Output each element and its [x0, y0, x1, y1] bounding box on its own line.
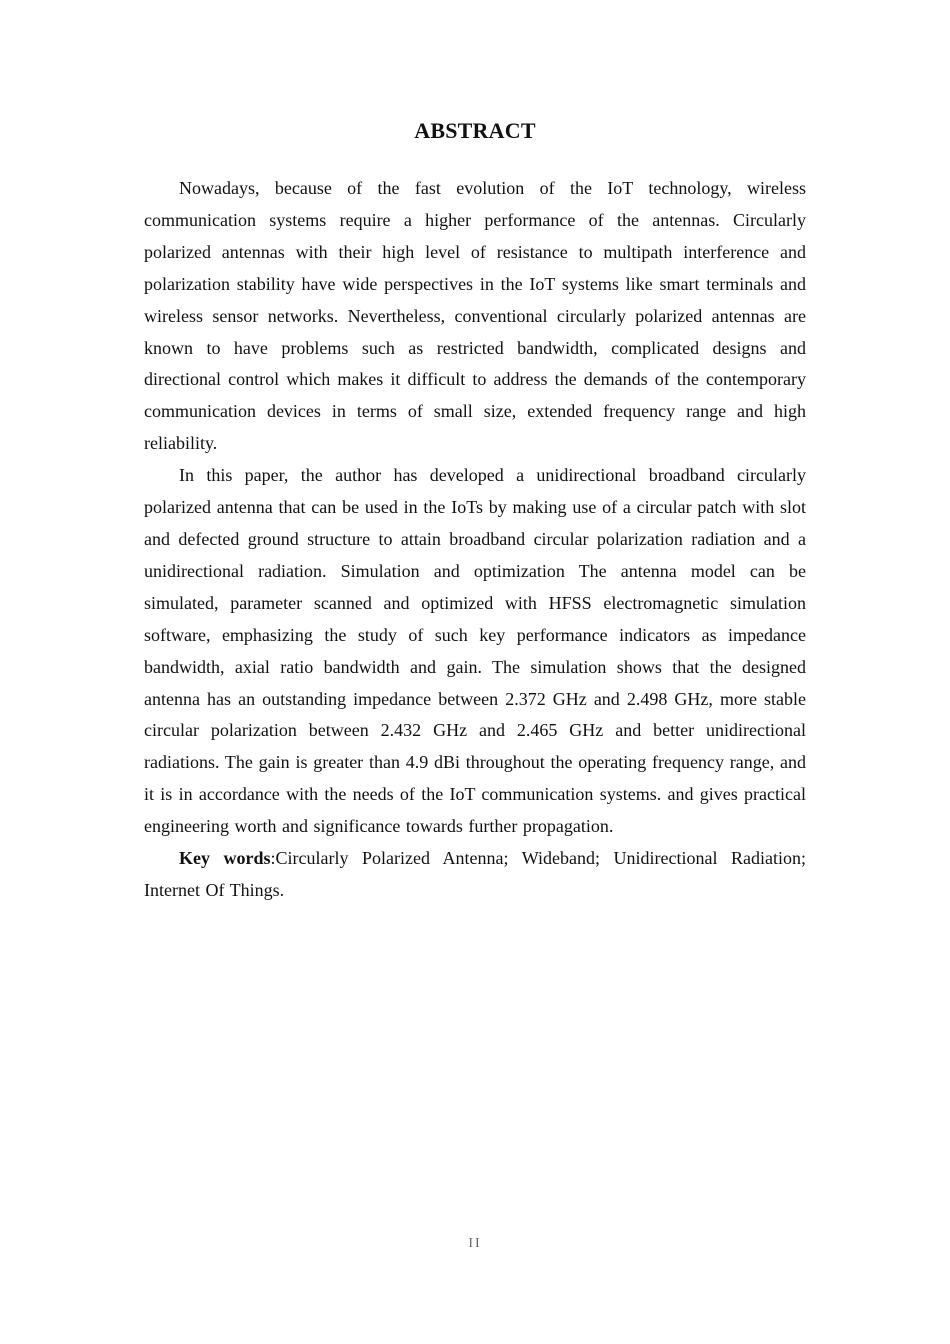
- keywords-text: :Circularly Polarized Antenna; Wideband; Unidirectional Radiation; Internet Of Things.: [144, 848, 806, 900]
- keywords-paragraph: [144, 843, 806, 907]
- abstract-paragraph-1: Nowadays, because of the fast evolution of the IoT technology, wireless communication systems require a higher performance of the antennas. Circularly polarized antennas with their high level of resistance to multipath interference and polarization stability have wide perspectives in the IoT systems like smart terminals and wireless sensor networks. Nevertheless, conventional circularly polarized antennas are known to have problems such as restricted bandwidth, complicated designs and directional control which makes it difficult to address the demands of the contemporary communication devices in terms of small size, extended frequency range and high reliability.: [144, 178, 806, 454]
- page-number: II: [468, 1236, 482, 1251]
- keywords-label: Key words: [179, 848, 271, 869]
- abstract-body: [144, 173, 806, 907]
- abstract-title: ABSTRACT: [414, 118, 536, 143]
- abstract-paragraph-2: In this paper, the author has developed a unidirectional broadband circularly polarized antenna that can be used in the IoTs by making use of a circular patch with slot and defected ground structure to attain broadband circular polarization radiation and a unidirectional radiation. Simulation and optimization The antenna model can be simulated, parameter scanned and optimized with HFSS electromagnetic simulation software, emphasizing the study of such key performance indicators as impedance bandwidth, axial ratio bandwidth and gain. The simulation shows that the designed antenna has an outstanding impedance between 2.372 GHz and 2.498 GHz, more stable circular polarization between 2.432 GHz and 2.465 GHz and better unidirectional radiations. The gain is greater than 4.9 dBi throughout the operating frequency range, and it is in accordance with the needs of the IoT communication systems. and gives practical engineering worth and significance towards further propagation.: [144, 465, 806, 837]
